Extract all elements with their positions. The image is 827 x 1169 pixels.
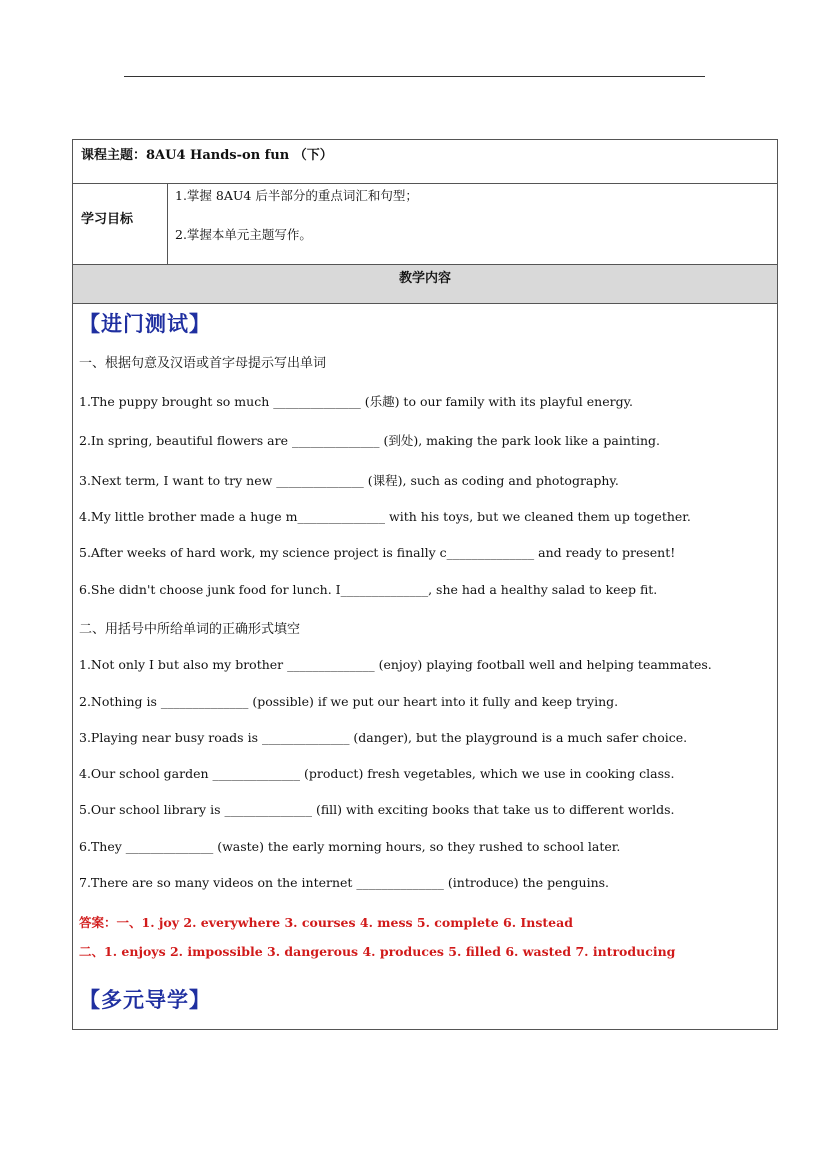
- part2-item: 5.Our school library is ______________ (fill) with exciting books that take us to different worlds.: [79, 802, 675, 817]
- part2-item: 6.They ______________ (waste) the early morning hours, so they rushed to school later.: [79, 839, 621, 854]
- topic-row: [73, 140, 777, 184]
- goals-label: 学习目标: [81, 212, 134, 227]
- answer-line: 二、1. enjoys 2. impossible 3. dangerous 4. produces 5. filled 6. wasted 7. introducing: [79, 944, 676, 959]
- part1-item: 1.The puppy brought so much ______________ (乐趣) to our family with its playful energy.: [79, 394, 633, 409]
- part2-item: 1.Not only I but also my brother ______________ (enjoy) playing football well and helping teammates.: [79, 657, 712, 672]
- part2-heading: 二、用括号中所给单词的正确形式填空: [79, 622, 301, 637]
- topic-value: 8AU4 Hands-on fun （下）: [146, 148, 333, 163]
- content-header: 教学内容: [398, 271, 451, 286]
- part2-item: 7.There are so many videos on the internet ______________ (introduce) the penguins.: [79, 875, 610, 890]
- goal-item: 2.掌握本单元主题写作。: [175, 227, 312, 242]
- guided-learning-title: 【多元导学】: [79, 988, 211, 1012]
- part2-item: 2.Nothing is ______________ (possible) if we put our heart into it fully and keep trying.: [79, 694, 619, 709]
- goals-row: [73, 184, 777, 265]
- part2-item: 4.Our school garden ______________ (product) fresh vegetables, which we use in cooking class.: [79, 766, 675, 781]
- goal-item: 1.掌握 8AU4 后半部分的重点词汇和句型；: [175, 188, 418, 203]
- part1-item: 2.In spring, beautiful flowers are ______________ (到处), making the park look like a painting.: [79, 433, 660, 448]
- part1-item: 4.My little brother made a huge m______________ with his toys, but we cleaned them up together.: [79, 509, 691, 524]
- content-header-row: [73, 265, 777, 304]
- part1-item: 6.She didn't choose junk food for lunch. I______________, she had a healthy salad to keep fit.: [79, 582, 658, 597]
- topic-text: [81, 144, 333, 163]
- part1-item: 5.After weeks of hard work, my science project is finally c______________ and ready to present!: [79, 545, 676, 560]
- part1-heading: 一、根据句意及汉语或首字母提示写出单词: [79, 356, 327, 371]
- goals-divider: [167, 184, 168, 264]
- entry-test-title: 【进门测试】: [79, 312, 211, 336]
- part2-item: 3.Playing near busy roads is ______________ (danger), but the playground is a much safer choice.: [79, 730, 688, 745]
- part1-item: 3.Next term, I want to try new ______________ (课程), such as coding and photography.: [79, 473, 619, 488]
- answer-line: 答案：一、1. joy 2. everywhere 3. courses 4. mess 5. complete 6. Instead: [79, 915, 573, 930]
- content-body: [73, 304, 777, 1029]
- header-rule: [124, 76, 705, 77]
- lesson-table: [72, 139, 778, 1030]
- topic-label: 课程主题：: [81, 148, 147, 163]
